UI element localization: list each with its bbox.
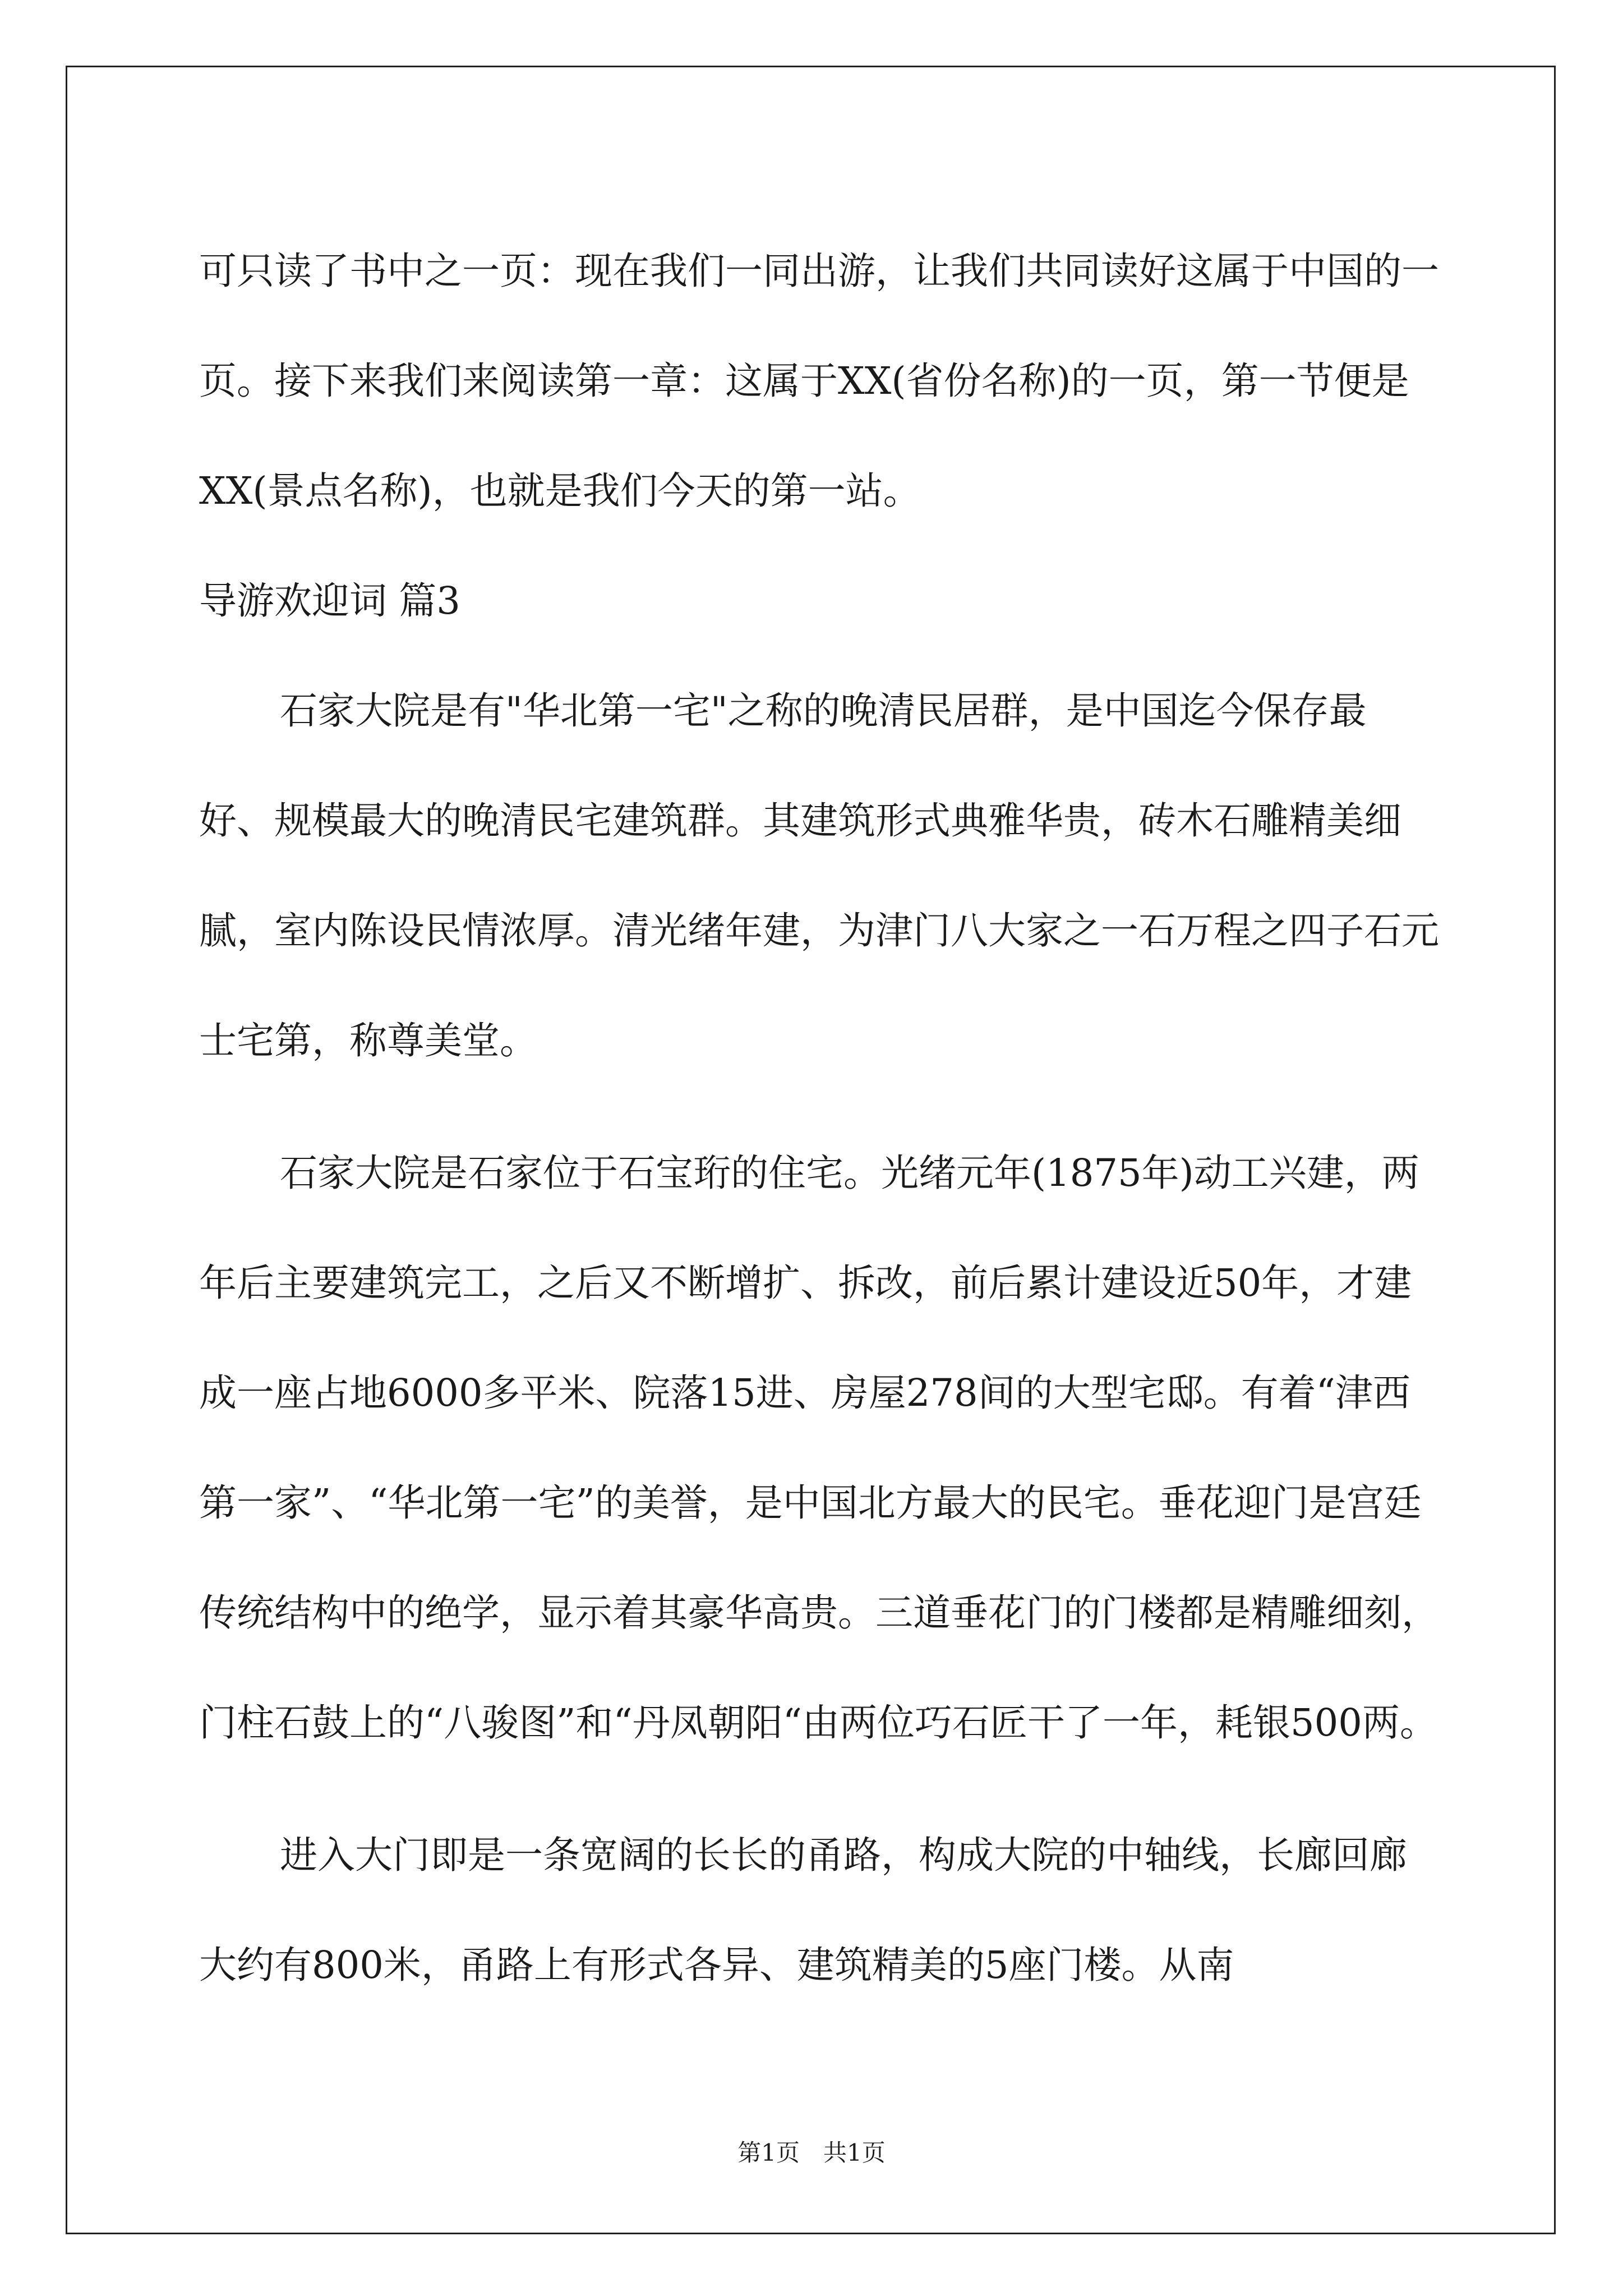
paragraph-intro: 石家大院是有"华北第一宅"之称的晚清民居群，是中国迄今保存最好、规模最大的晚清民宅建筑群。其建筑形式典雅华贵，砖木石雕精美细腻，室内陈设民情浓厚。清光绪年建，为津门八大家之一石万程之四子石元士宅第，称尊美堂。	[199, 689, 1439, 1062]
paragraph-entrance: 进入大门即是一条宽阔的长长的甬路，构成大院的中轴线，长廊回廊大约有800米，甬路上有形式各异、建筑精美的5座门楼。从南	[199, 1833, 1407, 1987]
section-heading: 导游欢迎词 篇3	[199, 579, 460, 623]
paragraph-history: 石家大院是石家位于石宝珩的住宅。光绪元年(1875年)动工兴建，两年后主要建筑完工，之后又不断增扩、拆改，前后累计建设近50年，才建成一座占地6000多平米、院落15进、房屋278间的大型宅邸。有着“津西第一家”、“华北第一宅”的美誉，是中国北方最大的民宅。垂花迎门是宫廷传统结构中的绝学，显示着其豪华高贵。三道垂花门的门楼都是精雕细刻，门柱石鼓上的“八骏图”和“丹凤朝阳“由两位巧石匠干了一年，耗银500两。	[199, 1151, 1439, 1745]
paragraph-gap	[199, 1778, 1441, 1800]
continuation-paragraph: 可只读了书中之一页：现在我们一同出游，让我们共同读好这属于中国的一页。接下来我们来阅读第一章：这属于XX(省份名称)的一页，第一节便是XX(景点名称)，也就是我们今天的第一站。	[199, 249, 1439, 513]
document-body	[199, 216, 1441, 2020]
paragraph-gap	[199, 1096, 1441, 1118]
page-footer: 第1页 共1页	[737, 2139, 886, 2166]
